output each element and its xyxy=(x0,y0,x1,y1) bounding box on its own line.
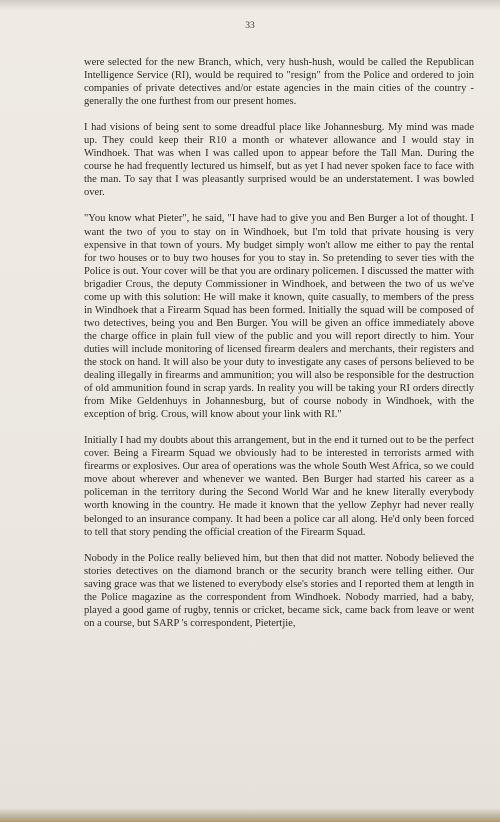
paragraph-1: were selected for the new Branch, which, very hush-hush, would be called the Republican Intelligence Service (RI), would be required to "resign" from the Police and ordered to join companies of private detectives and/or estate agencies in the main cities of the country - generally the one furthest from our present homes. xyxy=(84,57,474,108)
page-number: 33 xyxy=(245,21,255,31)
paragraph-3: "You know what Pieter", he said, "I have had to give you and Ben Burger a lot of thought. I want the two of you to stay on in Windhoek, but I'm told that private housing is very expensive in that town of yours. My budget simply won't allow me either to pay the rental for two houses or to buy two houses for you to stay in. So pretending to sever ties with the Police is out. Your cover will be that you are ordinary policemen. I discussed the matter with brigadier Crous, the deputy Commissioner in Windhoek, and between the two of us we've come up with this solution: He will make it known, quite casually, to members of the press in Windhoek that a Firearm Squad has been formed. Initially the squad will be composed of two detectives, being you and Ben Burger. You will be given an office immediately above the charge office in plain full view of the public and you will report directly to him. Your duties will include monitoring of licensed firearm dealers and merchants, their registers and the stock on hand. It will also be your duty to investigate any cases of persons believed to be dealing illegally in firearms and ammunition; you will also be responsible for the destruction of old ammunition found in scrap yards. In reality you will be taking your RI orders directly from Mike Geldenhuys in Johannesburg, but of course nobody in Windhoek, with the exception of brig. Crous, will know about your link with RI." xyxy=(84,213,474,421)
page-bottom-edge xyxy=(0,808,500,822)
page-body-text xyxy=(84,56,474,643)
paragraph-2: I had visions of being sent to some dreadful place like Johannesburg. My mind was made up. They could keep their R10 a month or whatever allowance and I would stay in Windhoek. That was when I was called upon to appear before the Tall Man. During the course he had frequently lectured us himself, but as yet I had never spoken face to face with the man. To say that I was pleasantly surprised would be an understatement. I was bowled over. xyxy=(84,122,474,199)
paragraph-5: Nobody in the Police really believed him, but then that did not matter. Nobody believed the stories detectives on the diamond branch or the security branch were telling either. Our saving grace was that we listened to everybody else's stories and I reported them at length in the Police magazine as the correspondent from Windhoek. Nobody married, had a baby, played a good game of rugby, tennis or cricket, became sick, came back from leave or went on a course, but SARP 's correspondent, Pietertjie, xyxy=(84,552,474,629)
page-top-shadow xyxy=(0,0,500,10)
paragraph-4: Initially I had my doubts about this arrangement, but in the end it turned out to be the perfect cover. Being a Firearm Squad we obviously had to be interested in terrorists armed with firearms or explosives. Our area of operations was the whole South West Africa, so we could move about wherever and whenever we wanted. Ben Burger had started his career as a policeman in the territory during the Second World War and he knew literally everybody worth knowing in the country. He made it known that the yellow Zephyr had never really belonged to an insurance company. It had been a police car all along. He'd only been forced to tell that story pending the official creation of the Firearm Squad. xyxy=(84,435,474,538)
